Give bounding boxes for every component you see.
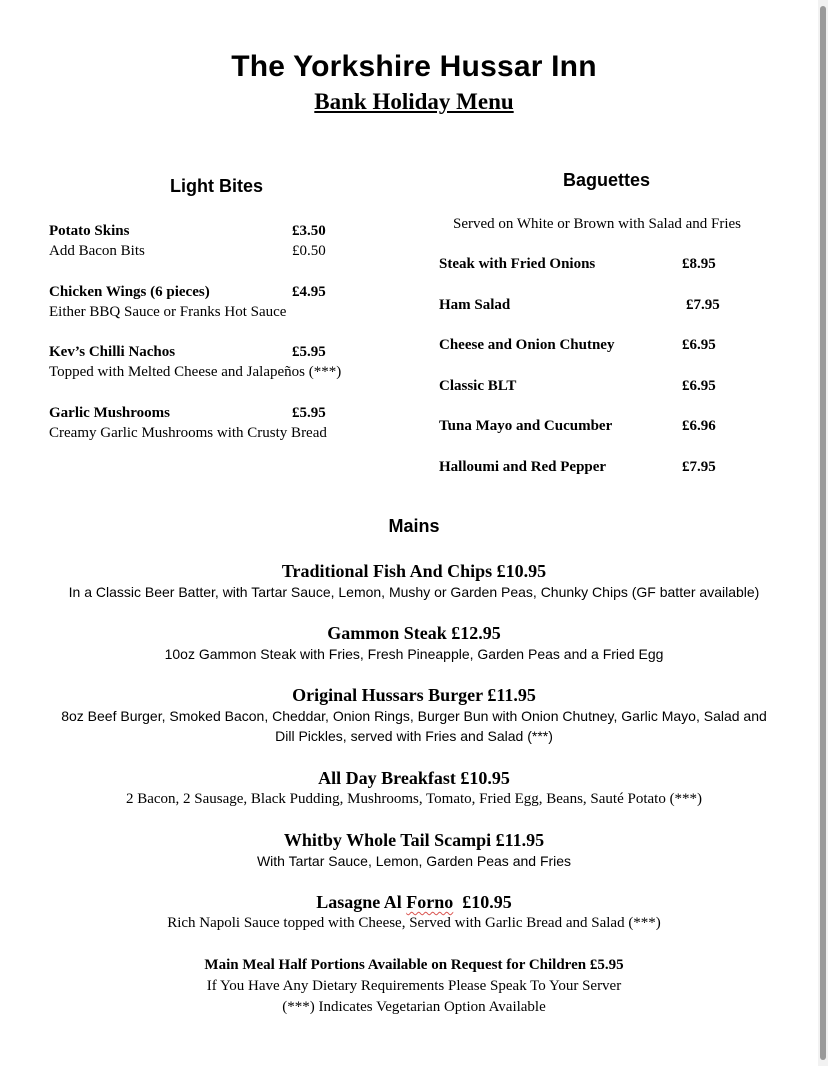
baguettes-note: Served on White or Brown with Salad and Fries [453, 216, 742, 232]
item-description: 10oz Gammon Steak with Fries, Fresh Pineapple, Garden Peas and a Fried Egg [164, 646, 664, 662]
menu-footer [0, 955, 828, 1018]
item-name: Kev’s Chilli Nachos [49, 344, 176, 360]
item-name: Garlic Mushrooms [49, 405, 170, 421]
item-name: Classic BLT [439, 378, 517, 394]
light-bite-item [49, 342, 379, 383]
children-portions-note: Main Meal Half Portions Available on Request for Children £5.95 [204, 957, 624, 973]
baguette-item [439, 416, 759, 436]
vegetarian-note: (***) Indicates Vegetarian Option Available [282, 999, 546, 1015]
item-price: £3.50 [292, 223, 326, 239]
item-name: Cheese and Onion Chutney [439, 337, 615, 353]
item-price: £5.95 [292, 344, 326, 360]
item-name: Original Hussars Burger £11.95 [292, 685, 536, 705]
item-description: Rich Napoli Sauce topped with Cheese, Served with Garlic Bread and Salad (***) [167, 915, 661, 931]
item-name: Gammon Steak £12.95 [327, 623, 501, 643]
item-price: £6.95 [682, 337, 716, 353]
item-name: Whitby Whole Tail Scampi £11.95 [283, 830, 545, 850]
item-price: £4.95 [292, 284, 326, 300]
baguette-item [439, 295, 759, 315]
main-item [20, 829, 808, 871]
baguette-item [439, 254, 759, 274]
page-title: The Yorkshire Hussar Inn [231, 50, 597, 83]
mains-heading: Mains [388, 516, 440, 536]
light-bite-item [49, 221, 379, 262]
item-name: Tuna Mayo and Cucumber [439, 418, 613, 434]
item-price: £7.95 [682, 459, 716, 475]
scrollbar-track[interactable] [818, 0, 828, 1066]
item-price: £6.96 [682, 418, 716, 434]
item-extra-label: Add Bacon Bits [49, 243, 145, 259]
item-name-part: Lasagne Al [316, 892, 407, 912]
item-price: £5.95 [292, 405, 326, 421]
baguette-item [439, 376, 759, 396]
main-item [20, 767, 808, 810]
item-price: £6.95 [682, 378, 716, 394]
page-subtitle: Bank Holiday Menu [314, 89, 514, 114]
item-name: Traditional Fish And Chips £10.95 [281, 561, 547, 581]
baguette-item [439, 457, 759, 477]
dietary-note: If You Have Any Dietary Requirements Please Speak To Your Server [206, 978, 622, 994]
item-name: Ham Salad [439, 297, 511, 313]
scrollbar-thumb[interactable] [820, 6, 826, 1060]
light-bite-item [49, 403, 379, 444]
item-name: Steak with Fried Onions [439, 256, 596, 272]
light-bite-item [49, 282, 379, 323]
item-name [20, 891, 808, 913]
item-name: All Day Breakfast £10.95 [318, 768, 510, 788]
item-description: 8oz Beef Burger, Smoked Bacon, Cheddar, Onion Rings, Burger Bun with Onion Chutney, Garlic Mayo, Salad and [61, 708, 767, 724]
main-item [20, 891, 808, 934]
item-name-price: £10.95 [453, 892, 512, 912]
item-description: Either BBQ Sauce or Franks Hot Sauce [49, 304, 287, 320]
item-price: £8.95 [682, 256, 716, 272]
main-item [20, 684, 808, 746]
baguette-item [439, 335, 759, 355]
item-description: Topped with Melted Cheese and Jalapeños (***) [49, 364, 342, 380]
item-description: In a Classic Beer Batter, with Tartar Sauce, Lemon, Mushy or Garden Peas, Chunky Chips (GF batter available) [68, 584, 760, 600]
main-item [20, 622, 808, 664]
item-price: £7.95 [686, 297, 720, 313]
item-description-continued: Dill Pickles, served with Fries and Salad (***) [275, 728, 553, 744]
spellcheck-word: Forno [406, 892, 454, 912]
item-description: With Tartar Sauce, Lemon, Garden Peas and Fries [256, 853, 572, 869]
item-name: Chicken Wings (6 pieces) [49, 284, 210, 300]
main-item [20, 560, 808, 602]
item-extra-price: £0.50 [292, 243, 326, 259]
item-name: Halloumi and Red Pepper [439, 459, 607, 475]
light-bites-heading: Light Bites [170, 176, 263, 196]
item-description: Creamy Garlic Mushrooms with Crusty Bread [49, 425, 327, 441]
baguettes-heading: Baguettes [563, 170, 651, 190]
item-name: Potato Skins [49, 223, 130, 239]
item-description: 2 Bacon, 2 Sausage, Black Pudding, Mushrooms, Tomato, Fried Egg, Beans, Sauté Potato (***) [125, 791, 703, 807]
